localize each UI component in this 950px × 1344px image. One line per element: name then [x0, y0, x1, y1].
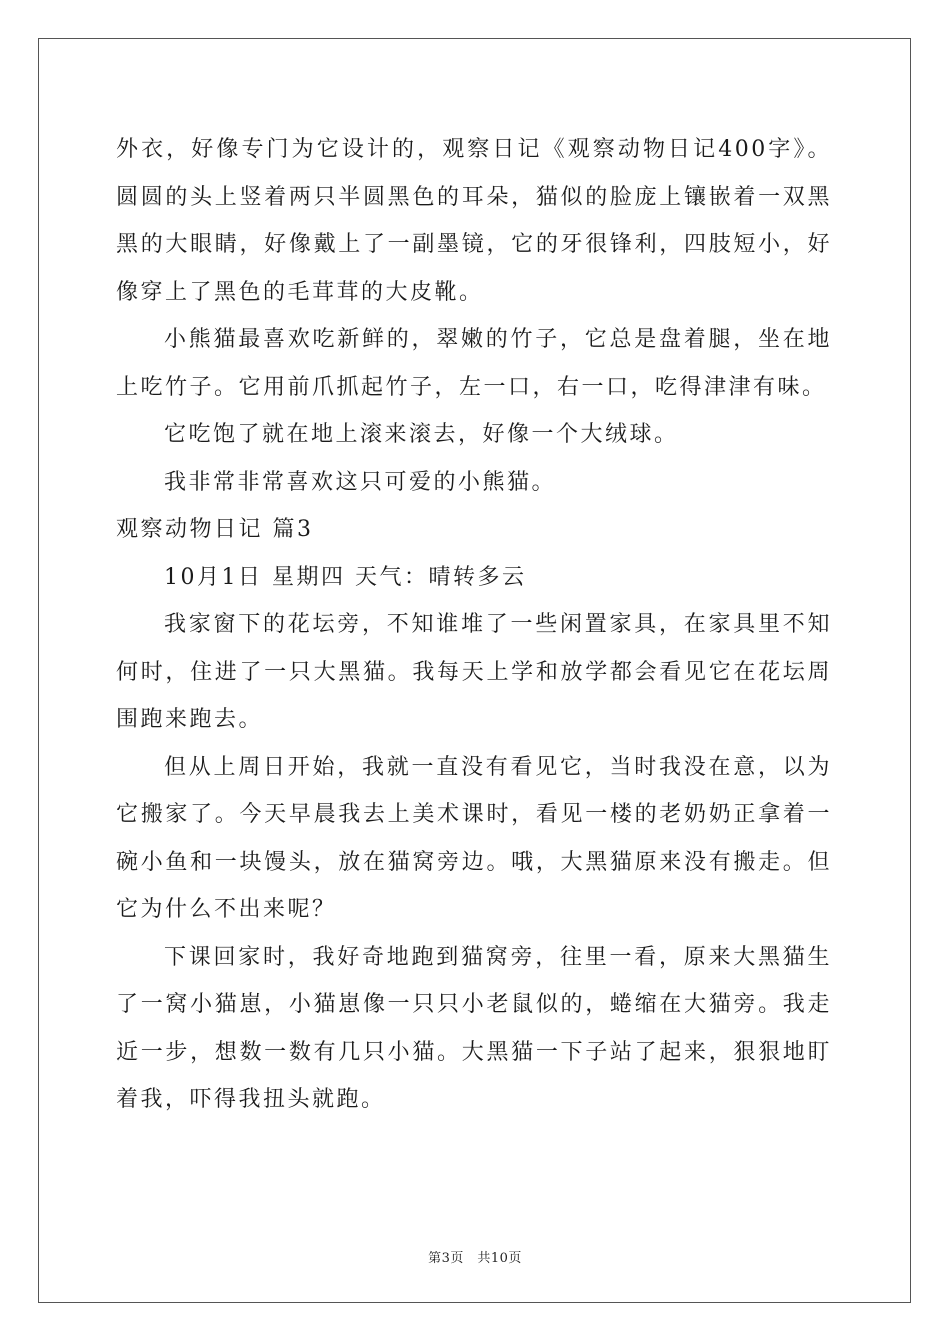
diary-paragraph-2: 但从上周日开始，我就一直没有看见它，当时我没在意，以为它搬家了。今天早晨我去上美术课时，看见一楼的老奶奶正拿着一碗小鱼和一块馒头，放在猫窝旁边。哦，大黑猫原来没有搬走。但它为什么不出来呢？ — [116, 754, 832, 922]
document-body — [116, 126, 832, 1124]
paragraph-2: 小熊猫最喜欢吃新鲜的，翠嫩的竹子，它总是盘着腿，坐在地上吃竹子。它用前爪抓起竹子，左一口，右一口，吃得津津有味。 — [116, 327, 832, 400]
section-heading: 观察动物日记 篇3 — [116, 517, 314, 542]
diary-paragraph-1: 我家窗下的花坛旁，不知谁堆了一些闲置家具，在家具里不知何时，住进了一只大黑猫。我每天上学和放学都会看见它在花坛周围跑来跑去。 — [116, 612, 832, 732]
page-footer: 第3页 共10页 — [428, 1251, 522, 1266]
paragraph-4: 我非常非常喜欢这只可爱的小熊猫。 — [164, 469, 557, 495]
diary-date-line: 10月1日 星期四 天气：晴转多云 — [164, 564, 527, 590]
paragraph-3: 它吃饱了就在地上滚来滚去，好像一个大绒球。 — [164, 422, 679, 447]
diary-paragraph-3: 下课回家时，我好奇地跑到猫窝旁，往里一看，原来大黑猫生了一窝小猫崽，小猫崽像一只只小老鼠似的，蜷缩在大猫旁。我走近一步，想数一数有几只小猫。大黑猫一下子站了起来，狠狠地盯着我，吓得我扭头就跑。 — [116, 944, 832, 1112]
paragraph-1: 外衣，好像专门为它设计的，观察日记《观察动物日记400字》。圆圆的头上竖着两只半圆黑色的耳朵，猫似的脸庞上镶嵌着一双黑黑的大眼睛，好像戴上了一副墨镜，它的牙很锋利，四肢短小，好像穿上了黑色的毛茸茸的大皮靴。 — [116, 137, 832, 305]
